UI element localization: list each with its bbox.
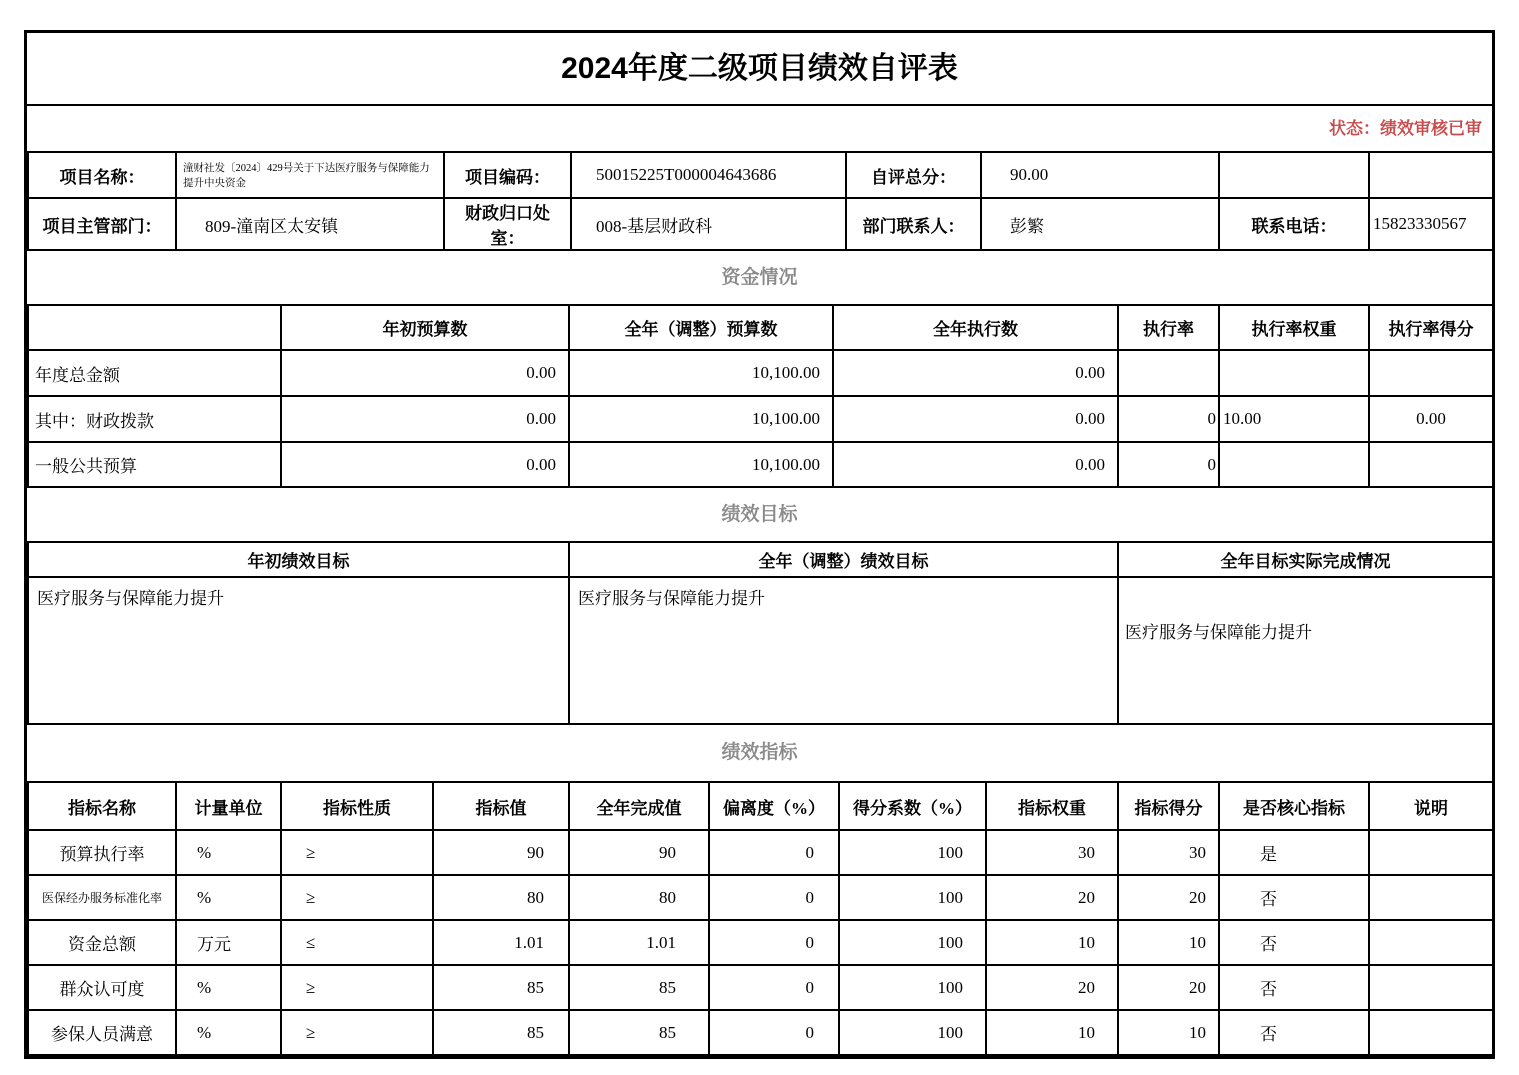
funding-row-fiscal bbox=[28, 396, 1493, 442]
funding-header-adjusted: 全年（调整）预算数 bbox=[569, 305, 833, 350]
indicator-nature: ≥ bbox=[281, 830, 433, 875]
funding-table bbox=[27, 304, 1494, 488]
funding-rate-weight: 10.00 bbox=[1219, 396, 1369, 442]
funding-header-rate-weight: 执行率权重 bbox=[1219, 305, 1369, 350]
indicator-note bbox=[1369, 875, 1493, 920]
indicator-name: 群众认可度 bbox=[28, 965, 176, 1010]
indicator-coefficient: 100 bbox=[839, 830, 986, 875]
contact-label: 部门联系人： bbox=[846, 198, 981, 250]
funding-executed: 0.00 bbox=[833, 396, 1118, 442]
info-empty-cell-1 bbox=[1219, 152, 1369, 198]
indicator-weight: 10 bbox=[986, 1010, 1118, 1055]
indicators-table bbox=[27, 781, 1494, 1056]
indicator-coefficient: 100 bbox=[839, 965, 986, 1010]
ind-header-name: 指标名称 bbox=[28, 782, 176, 830]
indicator-name: 参保人员满意 bbox=[28, 1010, 176, 1055]
indicator-coefficient: 100 bbox=[839, 920, 986, 965]
indicator-completed: 85 bbox=[569, 965, 709, 1010]
funding-header-rate-score: 执行率得分 bbox=[1369, 305, 1493, 350]
section-title-goals: 绩效目标 bbox=[721, 504, 798, 525]
page-title: 2024年度二级项目绩效自评表 bbox=[27, 33, 1492, 106]
indicators-header-row bbox=[28, 782, 1493, 830]
funding-row-name: 年度总金额 bbox=[28, 350, 281, 396]
indicator-completed: 90 bbox=[569, 830, 709, 875]
funding-row-name: 其中：财政拨款 bbox=[28, 396, 281, 442]
indicator-weight: 20 bbox=[986, 965, 1118, 1010]
indicator-unit: 万元 bbox=[176, 920, 281, 965]
indicator-score: 20 bbox=[1118, 875, 1219, 920]
funding-rate-score: 0.00 bbox=[1369, 396, 1493, 442]
indicator-nature: ≥ bbox=[281, 965, 433, 1010]
section-title-indicators: 绩效指标 bbox=[721, 742, 798, 763]
indicator-coefficient: 100 bbox=[839, 1010, 986, 1055]
info-row-1 bbox=[28, 152, 1493, 198]
project-code-label: 项目编码： bbox=[444, 152, 571, 198]
funding-header-row bbox=[28, 305, 1493, 350]
goal-adjusted-value: 医疗服务与保障能力提升 bbox=[569, 577, 1118, 724]
indicator-deviation: 0 bbox=[709, 920, 839, 965]
report-sheet bbox=[24, 30, 1495, 1059]
indicator-weight: 20 bbox=[986, 875, 1118, 920]
indicator-unit: % bbox=[176, 830, 281, 875]
funding-adjusted-budget: 10,100.00 bbox=[569, 442, 833, 487]
funding-executed: 0.00 bbox=[833, 442, 1118, 487]
indicator-deviation: 0 bbox=[709, 875, 839, 920]
indicator-note bbox=[1369, 830, 1493, 875]
indicator-completed: 1.01 bbox=[569, 920, 709, 965]
goals-header-row bbox=[28, 542, 1493, 577]
indicator-target: 90 bbox=[433, 830, 569, 875]
phone-value: 15823330567 bbox=[1369, 198, 1493, 250]
dept-value: 809-潼南区太安镇 bbox=[176, 198, 444, 250]
funding-initial-budget: 0.00 bbox=[281, 396, 569, 442]
indicator-score: 20 bbox=[1118, 965, 1219, 1010]
indicator-core: 否 bbox=[1219, 1010, 1369, 1055]
indicator-coefficient: 100 bbox=[839, 875, 986, 920]
ind-header-target: 指标值 bbox=[433, 782, 569, 830]
funding-row-name: 一般公共预算 bbox=[28, 442, 281, 487]
indicator-score: 10 bbox=[1118, 920, 1219, 965]
project-name-value: 潼财社发〔2024〕429号关于下达医疗服务与保障能力提升中央资金 bbox=[176, 152, 444, 198]
indicator-deviation: 0 bbox=[709, 1010, 839, 1055]
funding-initial-budget: 0.00 bbox=[281, 350, 569, 396]
project-name-label: 项目名称： bbox=[28, 152, 176, 198]
indicator-score: 10 bbox=[1118, 1010, 1219, 1055]
indicator-target: 80 bbox=[433, 875, 569, 920]
goals-content-row bbox=[28, 577, 1493, 724]
ind-header-score: 指标得分 bbox=[1118, 782, 1219, 830]
indicator-core: 否 bbox=[1219, 920, 1369, 965]
info-empty-cell-2 bbox=[1369, 152, 1493, 198]
funding-rate-weight bbox=[1219, 442, 1369, 487]
info-row-2 bbox=[28, 198, 1493, 250]
phone-label: 联系电话： bbox=[1219, 198, 1369, 250]
funding-rate-score bbox=[1369, 442, 1493, 487]
goal-initial-value: 医疗服务与保障能力提升 bbox=[28, 577, 569, 724]
status-text: 状态：绩效审核已审 bbox=[1329, 119, 1482, 138]
indicator-unit: % bbox=[176, 965, 281, 1010]
indicator-core: 否 bbox=[1219, 965, 1369, 1010]
indicator-core: 否 bbox=[1219, 875, 1369, 920]
finance-office-label: 财政归口处室： bbox=[444, 198, 571, 250]
project-info-table bbox=[27, 151, 1494, 251]
self-score-value: 90.00 bbox=[981, 152, 1219, 198]
ind-header-unit: 计量单位 bbox=[176, 782, 281, 830]
ind-header-deviation: 偏离度（%） bbox=[709, 782, 839, 830]
funding-rate: 0 bbox=[1118, 396, 1219, 442]
finance-office-value: 008-基层财政科 bbox=[571, 198, 846, 250]
indicator-weight: 10 bbox=[986, 920, 1118, 965]
indicator-row-3 bbox=[28, 920, 1493, 965]
funding-rate-weight bbox=[1219, 350, 1369, 396]
indicator-note bbox=[1369, 965, 1493, 1010]
indicator-weight: 30 bbox=[986, 830, 1118, 875]
funding-header-blank bbox=[28, 305, 281, 350]
indicator-deviation: 0 bbox=[709, 965, 839, 1010]
status-badge bbox=[27, 106, 1492, 151]
funding-adjusted-budget: 10,100.00 bbox=[569, 350, 833, 396]
indicator-row-5 bbox=[28, 1010, 1493, 1055]
ind-header-coefficient: 得分系数（%） bbox=[839, 782, 986, 830]
indicator-name: 资金总额 bbox=[28, 920, 176, 965]
indicator-core: 是 bbox=[1219, 830, 1369, 875]
indicator-name: 预算执行率 bbox=[28, 830, 176, 875]
goals-header-adjusted: 全年（调整）绩效目标 bbox=[569, 542, 1118, 577]
indicator-unit: % bbox=[176, 1010, 281, 1055]
indicator-nature: ≤ bbox=[281, 920, 433, 965]
goals-table bbox=[27, 541, 1494, 725]
goals-header-initial: 年初绩效目标 bbox=[28, 542, 569, 577]
goal-actual-value: 医疗服务与保障能力提升 bbox=[1118, 577, 1493, 724]
indicator-note bbox=[1369, 920, 1493, 965]
funding-row-total bbox=[28, 350, 1493, 396]
funding-rate: 0 bbox=[1118, 442, 1219, 487]
indicator-score: 30 bbox=[1118, 830, 1219, 875]
ind-header-completed: 全年完成值 bbox=[569, 782, 709, 830]
ind-header-nature: 指标性质 bbox=[281, 782, 433, 830]
indicator-deviation: 0 bbox=[709, 830, 839, 875]
ind-header-weight: 指标权重 bbox=[986, 782, 1118, 830]
indicator-completed: 80 bbox=[569, 875, 709, 920]
funding-header-executed: 全年执行数 bbox=[833, 305, 1118, 350]
ind-header-note: 说明 bbox=[1369, 782, 1493, 830]
section-title-funding: 资金情况 bbox=[721, 267, 798, 288]
funding-row-public bbox=[28, 442, 1493, 487]
indicator-nature: ≥ bbox=[281, 1010, 433, 1055]
indicator-target: 1.01 bbox=[433, 920, 569, 965]
contact-value: 彭繁 bbox=[981, 198, 1219, 250]
indicator-target: 85 bbox=[433, 965, 569, 1010]
funding-rate-score bbox=[1369, 350, 1493, 396]
indicator-name: 医保经办服务标准化率 bbox=[28, 875, 176, 920]
indicator-completed: 85 bbox=[569, 1010, 709, 1055]
funding-initial-budget: 0.00 bbox=[281, 442, 569, 487]
funding-adjusted-budget: 10,100.00 bbox=[569, 396, 833, 442]
indicator-row-2 bbox=[28, 875, 1493, 920]
indicator-unit: % bbox=[176, 875, 281, 920]
self-score-label: 自评总分： bbox=[846, 152, 981, 198]
indicator-row-1 bbox=[28, 830, 1493, 875]
funding-executed: 0.00 bbox=[833, 350, 1118, 396]
goals-header-actual: 全年目标实际完成情况 bbox=[1118, 542, 1493, 577]
funding-header-initial: 年初预算数 bbox=[281, 305, 569, 350]
indicator-note bbox=[1369, 1010, 1493, 1055]
funding-rate bbox=[1118, 350, 1219, 396]
ind-header-core: 是否核心指标 bbox=[1219, 782, 1369, 830]
indicator-target: 85 bbox=[433, 1010, 569, 1055]
dept-label: 项目主管部门： bbox=[28, 198, 176, 250]
project-code-value: 50015225T000004643686 bbox=[571, 152, 846, 198]
funding-header-rate: 执行率 bbox=[1118, 305, 1219, 350]
indicator-nature: ≥ bbox=[281, 875, 433, 920]
indicator-row-4 bbox=[28, 965, 1493, 1010]
